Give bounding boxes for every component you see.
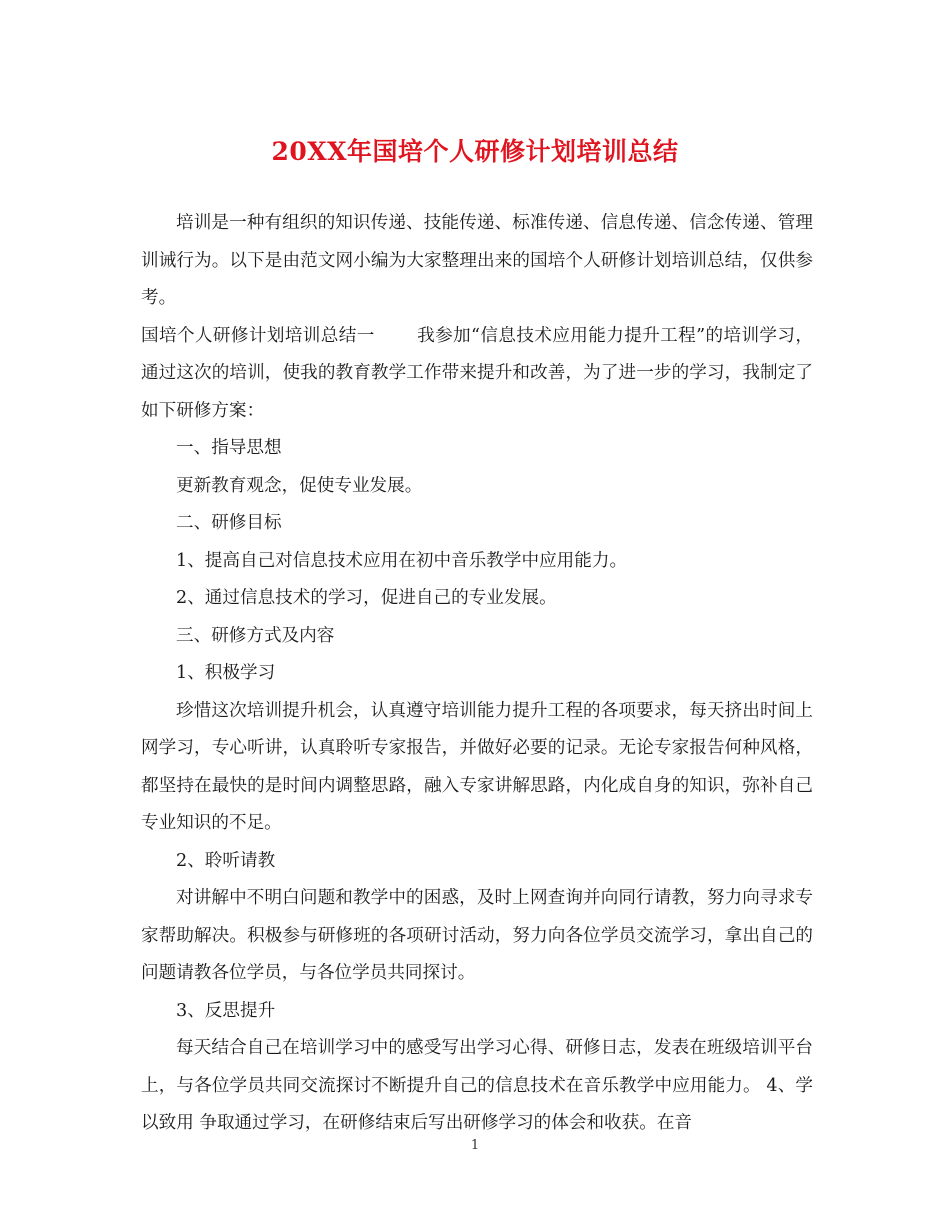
intro-paragraph: 培训是一种有组织的知识传递、技能传递、标准传递、信息传递、信念传递、管理训诫行为。以下是由范文网小编为大家整理出来的国培个人研修计划培训总结，仅供参考。 (141, 213, 813, 308)
heading-study-goals: 二、研修目标 (176, 513, 282, 533)
paragraph-active-learning: 珍惜这次培训提升机会，认真遵守培训能力提升工程的各项要求，每天挤出时间上网学习，专心听讲，认真聆听专家报告，并做好必要的记录。无论专家报告何种风格，都坚持在最快的是时间内调整思路，融入专家讲解思路，内化成自身的知识，弥补自己专业知识的不足。 (141, 700, 813, 833)
document-title: 20XX年国培个人研修计划培训总结 (271, 137, 679, 166)
subheading-active-learning: 1、积极学习 (176, 663, 276, 683)
paragraph-listen-consult: 对讲解中不明白问题和教学中的困惑，及时上网查询并向同行请教，努力向寻求专家帮助解决。积极参与研修班的各项研讨活动，努力向各位学员交流学习，拿出自己的问题请教各位学员，与各位学员共同探讨。 (141, 888, 813, 983)
section-label: 国培个人研修计划培训总结一 (141, 325, 375, 346)
heading-study-methods: 三、研修方式及内容 (176, 625, 335, 646)
paragraph-reflect-improve: 每天结合自己在培训学习中的感受写出学习心得、研修日志，发表在班级培训平台上，与各位学员共同交流探讨不断提升自己的信息技术在音乐教学中应用能力。 4、学以致用 争取通过学习，在研修结束后写出研修学习的体会和收获。在音 (141, 1038, 813, 1133)
heading-guiding-ideology: 一、指导思想 (176, 438, 282, 458)
page-number: 1 (470, 1138, 480, 1153)
document-body (141, 205, 813, 1143)
goal-item-1: 1、提高自己对信息技术应用在初中音乐教学中应用能力。 (176, 550, 628, 571)
section-text: 我参加“信息技术应用能力提升工程”的培训学习，通过这次的培训，使我的教育教学工作带来提升和改善，为了进一步的学习，我制定了如下研修方案： (141, 325, 813, 421)
section-paragraph (141, 318, 813, 431)
goal-item-2: 2、通过信息技术的学习，促进自己的专业发展。 (176, 588, 557, 608)
subheading-listen-consult: 2、聆听请教 (176, 850, 276, 871)
subheading-reflect-improve: 3、反思提升 (176, 1000, 276, 1021)
paragraph-guiding-ideology: 更新教育观念，促使专业发展。 (176, 475, 423, 496)
